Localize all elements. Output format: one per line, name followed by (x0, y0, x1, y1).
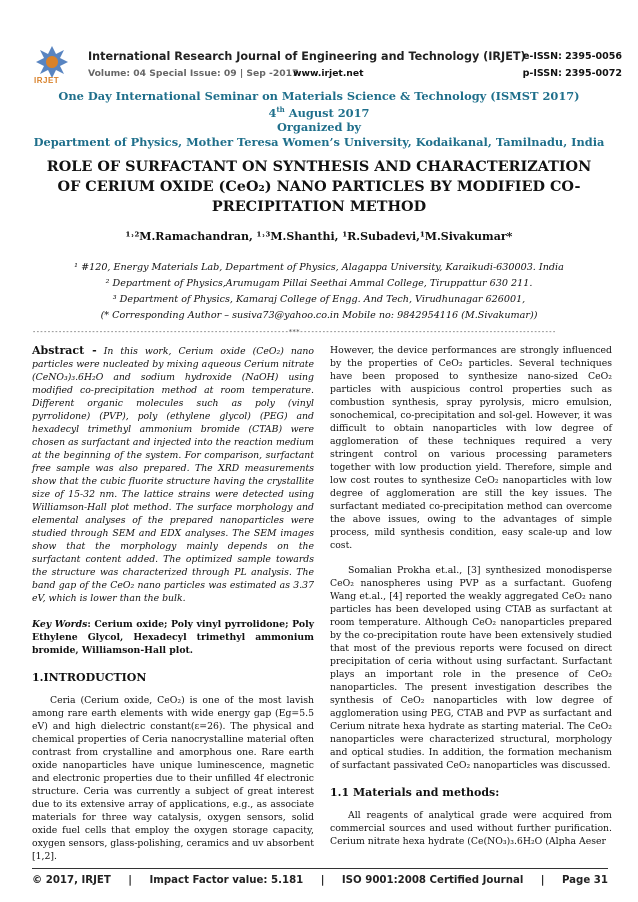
volume-info: Volume: 04 Special Issue: 09 | Sep -2017 (88, 68, 299, 79)
journal-header (0, 0, 638, 88)
intro-paragraph-3: Somalian Prokha et.al., [3] synthesized monodisperse CeO₂ nanospheres using PVP as a surfactant. Guofeng Wang et.al., [4] reported the weakly aggregated CeO₂ nano particles has been developed using CTAB as surfactant at room temperature. Although CeO₂ nanoparticles prepared by the co-precipitation route have been extensively studied that most of the previous reports were focused on direct precipitation of ceria without using surfactant. Surfactant plays an important role in the presence of CeO₂ nanoparticles. The present investigation describes the synthesis of CeO₂ nanoparticles with low degree of agglomeration using PEG, CTAB and PVP as surfactant and Cerium nitrate hexa hydrate as starting material. The CeO₂ nanoparticles were characterized structural, morphology and optical studies. In addition, the formation mechanism of surfactant passivated CeO₂ nanoparticles was discussed. (330, 565, 612, 771)
logo-text: IRJET (34, 76, 60, 85)
seminar-department: Department of Physics, Mother Teresa Women’s University, Kodaikanal, Tamilnadu, India (33, 135, 605, 149)
intro-paragraph-2: However, the device performances are strongly influenced by the properties of CeO₂ particles. Several techniques have been proposed to synthesize nano-sized CeO₂ particles with auspicious control properties such as combustion synthesis, spray pyrolysis, micro emulsion, sonochemical, co-precipitation and sol-gel. However, it was difficult to obtain nanoparticles with low degree of agglomeration of these techniques required a very stringent control on various processing parameters together with low production yield. Therefore, simple and low cost routes to synthesize CeO₂ nanoparticles with low degree of agglomeration are still the key issues. The surfactant mediated co-precipitation method can overcome the above issues, owing to the advantages of simple process, mild synthesis condition, easy scale-up and low cost. (330, 345, 612, 551)
seminar-date-rest: August 2017 (284, 105, 370, 120)
seminar-date (0, 105, 638, 120)
footer-page-number: Page 31 (561, 875, 608, 886)
intro-paragraph-1: Ceria (Cerium oxide, CeO₂) is one of the most lavish among rare earth elements with wide energy gap (Eg=5.5 eV) and high dielectric constant(ε=26). The physical and chemical properties of Ceria nanocrystalline material often contrast from crystalline and amorphous one. Rare earth oxide nanoparticles have unique luminescence, magnetic and electronic properties due to their unfilled 4f electronic structure. Ceria was currently a subject of great interest due to its extensive array of applications, e.g., as associate materials for three way catalysis, oxygen sensors, solid oxide fuel cells that employ the oxygen storage capacity, oxygen sensors, glass-polishing, ceramics and uv absorbent [1,2]. (32, 695, 315, 862)
page-footer (32, 875, 608, 886)
section-divider: ---------------------------------------------------------------------***--------------------------------------------------------------------- (32, 328, 556, 336)
left-column (32, 344, 314, 863)
keywords-heading: Key Words (32, 619, 88, 630)
p-issn: p-ISSN: 2395-0072 (522, 68, 622, 79)
seminar-organized: Organized by (276, 120, 362, 134)
journal-website[interactable]: www.irjet.net (293, 68, 364, 79)
keywords (32, 618, 314, 657)
corresponding-author: (* Corresponding Author – susiva73@yahoo.co.in Mobile no: 9842954116 (M.Sivakumar)) (100, 310, 538, 321)
footer-rule (32, 868, 608, 869)
introduction-heading: 1.INTRODUCTION (32, 671, 147, 684)
seminar-date-suffix: th (276, 105, 285, 114)
affiliation-2: ² Department of Physics,Arumugam Pillai Seethai Ammal College, Tiruppattur 630 211. (105, 278, 533, 289)
footer-separator: | (320, 875, 325, 886)
journal-title: International Research Journal of Engineering and Technology (IRJET) (88, 50, 526, 63)
right-column (330, 344, 612, 848)
abstract (32, 344, 314, 605)
paper-title: ROLE OF SURFACTANT ON SYNTHESIS AND CHARACTERIZATION OF CERIUM OXIDE (CeO₂) NANO PARTICLES BY MODIFIED CO-PRECIPITATION METHOD (46, 158, 592, 215)
affiliation-1: ¹ #120, Energy Materials Lab, Department of Physics, Alagappa University, Karaikudi-630003. India (74, 262, 564, 273)
footer-iso: ISO 9001:2008 Certified Journal (341, 875, 524, 886)
seminar-title: One Day International Seminar on Materials Science & Technology (ISMST 2017) (58, 89, 580, 103)
footer-separator: | (540, 875, 545, 886)
abstract-heading: Abstract - (32, 344, 97, 357)
keywords-text: : Cerium oxide; Poly vinyl pyrrolidone; Poly Ethylene Glycol, Hexadecyl trimethyl ammonium bromide, Williamson-Hall plot. (32, 619, 315, 656)
footer-separator: | (128, 875, 133, 886)
footer-copyright: © 2017, IRJET (32, 875, 111, 886)
e-issn: e-ISSN: 2395-0056 (522, 51, 622, 62)
methods-paragraph-1: All reagents of analytical grade were acquired from commercial sources and used without further purification. Cerium nitrate hexa hydrate (Ce(NO₃)₃.6H₂O (Alpha Aeser (330, 810, 612, 847)
paper-authors: ¹˒²M.Ramachandran, ¹˒³M.Shanthi, ¹R.Subadevi,¹M.Sivakumar* (125, 230, 513, 243)
footer-impact-factor: Impact Factor value: 5.181 (149, 875, 304, 886)
methods-heading: 1.1 Materials and methods: (330, 786, 500, 799)
seminar-date-day: 4 (268, 105, 277, 120)
abstract-text: In this work, Cerium oxide (CeO₂) nano particles were nucleated by mixing aqueous Cerium nitrate (CeNO₃)₃.6H₂O and sodium hydroxide (NaOH) using modified co-precipitation method at room temperature. Different organic molecules such as poly (vinyl pyrrolidone) (PVP), poly (ethylene glycol) (PEG) and hexadecyl trimethyl ammonium bromide (CTAB) were chosen as surfactant and injected into the reaction medium at the beginning of the system. For comparison, surfactant free sample was also prepared. The XRD measurements show that the cubic fluorite structure having the crystallite size of 15-32 nm. The lattice strains were detected using Williamson-Hall plot method. The surface morphology and elemental analyses of the prepared nanoparticles were studied through SEM and EDX analyses. The SEM images show that the morphology mainly depends on the surfactant content added. The optimized sample towards the structure was characterized through PL analysis. The band gap of the CeO₂ nano particles was estimated as 3.37 eV, which is lower than the bulk. (32, 346, 314, 604)
affiliation-3: ³ Department of Physics, Kamaraj College of Engg. And Tech, Virudhunagar 626001, (112, 294, 526, 305)
